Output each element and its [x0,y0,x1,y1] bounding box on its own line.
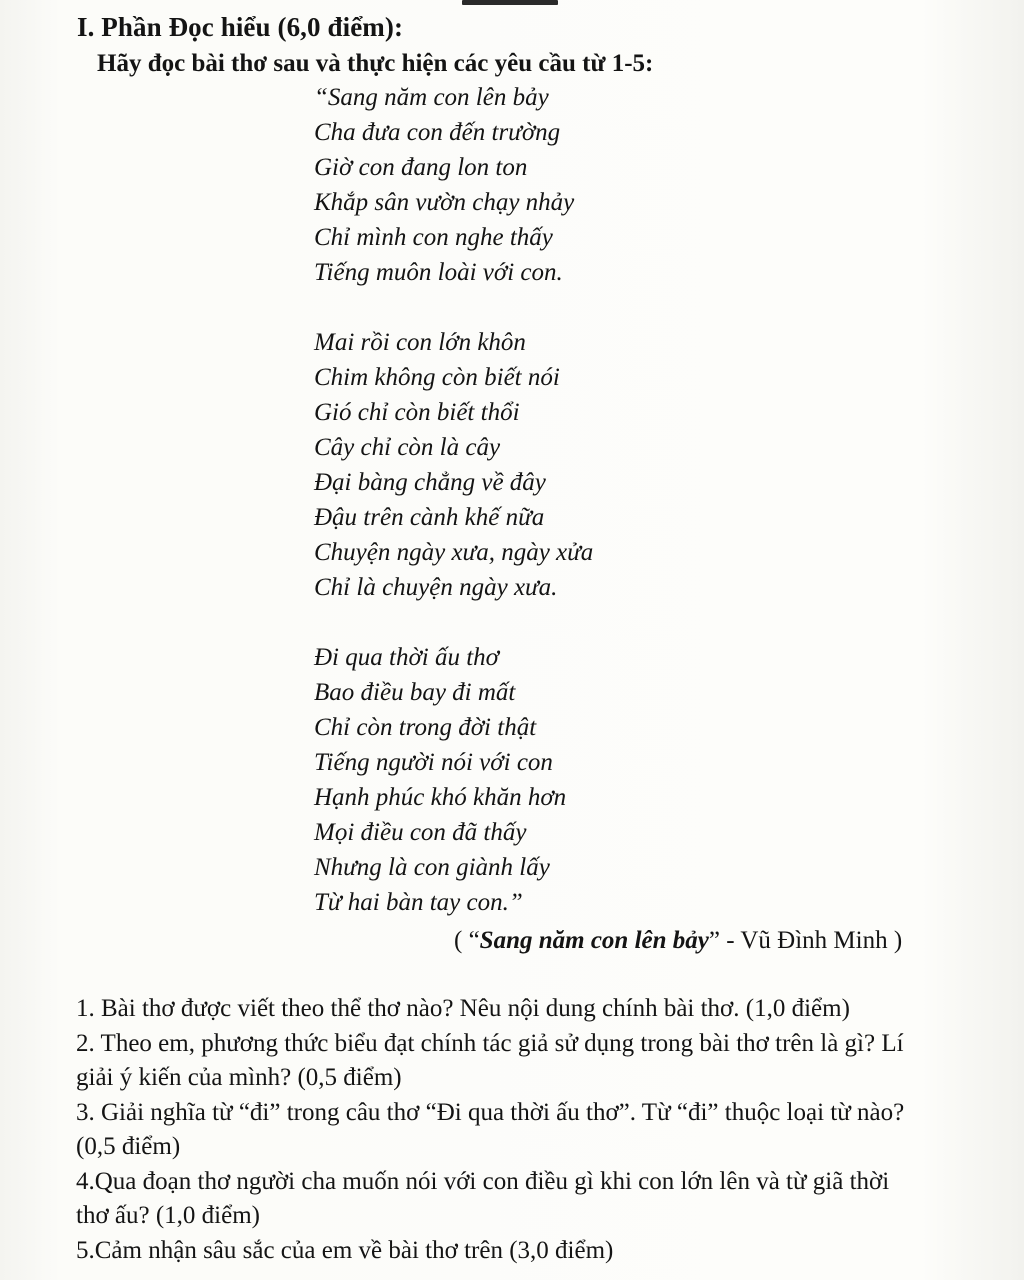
poem-line: Tiếng người nói với con [314,749,553,776]
poem [314,80,593,920]
poem-line: Đi qua thời ấu thơ [314,644,500,671]
poem-stanza-3 [314,640,593,920]
question-line: 5.Cảm nhận sâu sắc của em về bài thơ trên (3,0 điểm) [76,1236,614,1264]
poem-line: Bao điều bay đi mất [314,679,516,706]
questions-list [76,992,976,1268]
question-line: 2. Theo em, phương thức biểu đạt chính tác giả sử dụng trong bài thơ trên là gì? Lí [76,1029,904,1057]
poem-line: Đại bàng chẳng về đây [314,469,546,496]
section-instruction: Hãy đọc bài thơ sau và thực hiện các yêu cầu từ 1-5: [97,50,654,77]
poem-line: Chuyện ngày xưa, ngày xửa [314,539,594,566]
source-title: Sang năm con lên bảy [479,927,709,954]
top-cropped-mark [462,0,558,5]
poem-line: Cây chỉ còn là cây [314,434,501,461]
poem-line: Cha đưa con đến trường [314,119,561,146]
poem-line: Đậu trên cành khế nữa [314,504,545,531]
poem-line: Chim không còn biết nói [314,364,560,391]
source-author: ” - Vũ Đình Minh ) [708,927,903,954]
poem-line: Mọi điều con đã thấy [314,819,527,846]
question-line: (0,5 điểm) [76,1133,181,1160]
question-line: 3. Giải nghĩa từ “đi” trong câu thơ “Đi qua thời ấu thơ”. Từ “đi” thuộc loại từ nào? [76,1098,905,1126]
poem-stanza-1 [314,80,593,290]
poem-line: Giờ con đang lon ton [314,154,528,181]
section-heading: I. Phần Đọc hiểu (6,0 điểm): [77,12,404,42]
poem-line: Mai rồi con lớn khôn [314,329,526,356]
poem-line: Gió chỉ còn biết thổi [314,399,520,426]
poem-line: Hạnh phúc khó khăn hơn [314,784,567,811]
poem-source [454,924,902,958]
question-line: 1. Bài thơ được viết theo thể thơ nào? Nêu nội dung chính bài thơ. (1,0 điểm) [76,995,850,1022]
source-open: ( “ [454,927,480,954]
poem-line: “Sang năm con lên bảy [314,84,549,111]
poem-line: Tiếng muôn loài với con. [314,259,563,286]
question-line: 4.Qua đoạn thơ người cha muốn nói với con điều gì khi con lớn lên và từ giã thời [76,1167,890,1195]
poem-line: Chỉ mình con nghe thấy [314,224,553,251]
poem-line: Chỉ còn trong đời thật [314,714,537,741]
poem-stanza-2 [314,325,593,605]
question-line: giải ý kiến của mình? (0,5 điểm) [76,1064,402,1091]
poem-line: Chỉ là chuyện ngày xưa. [314,574,558,601]
poem-line: Khắp sân vườn chạy nhảy [314,189,575,216]
bottom-cropped-text [78,1272,408,1280]
poem-line: Từ hai bàn tay con.” [314,889,523,916]
question-line: thơ ấu? (1,0 điểm) [76,1202,260,1229]
poem-line: Nhưng là con giành lấy [314,854,550,881]
